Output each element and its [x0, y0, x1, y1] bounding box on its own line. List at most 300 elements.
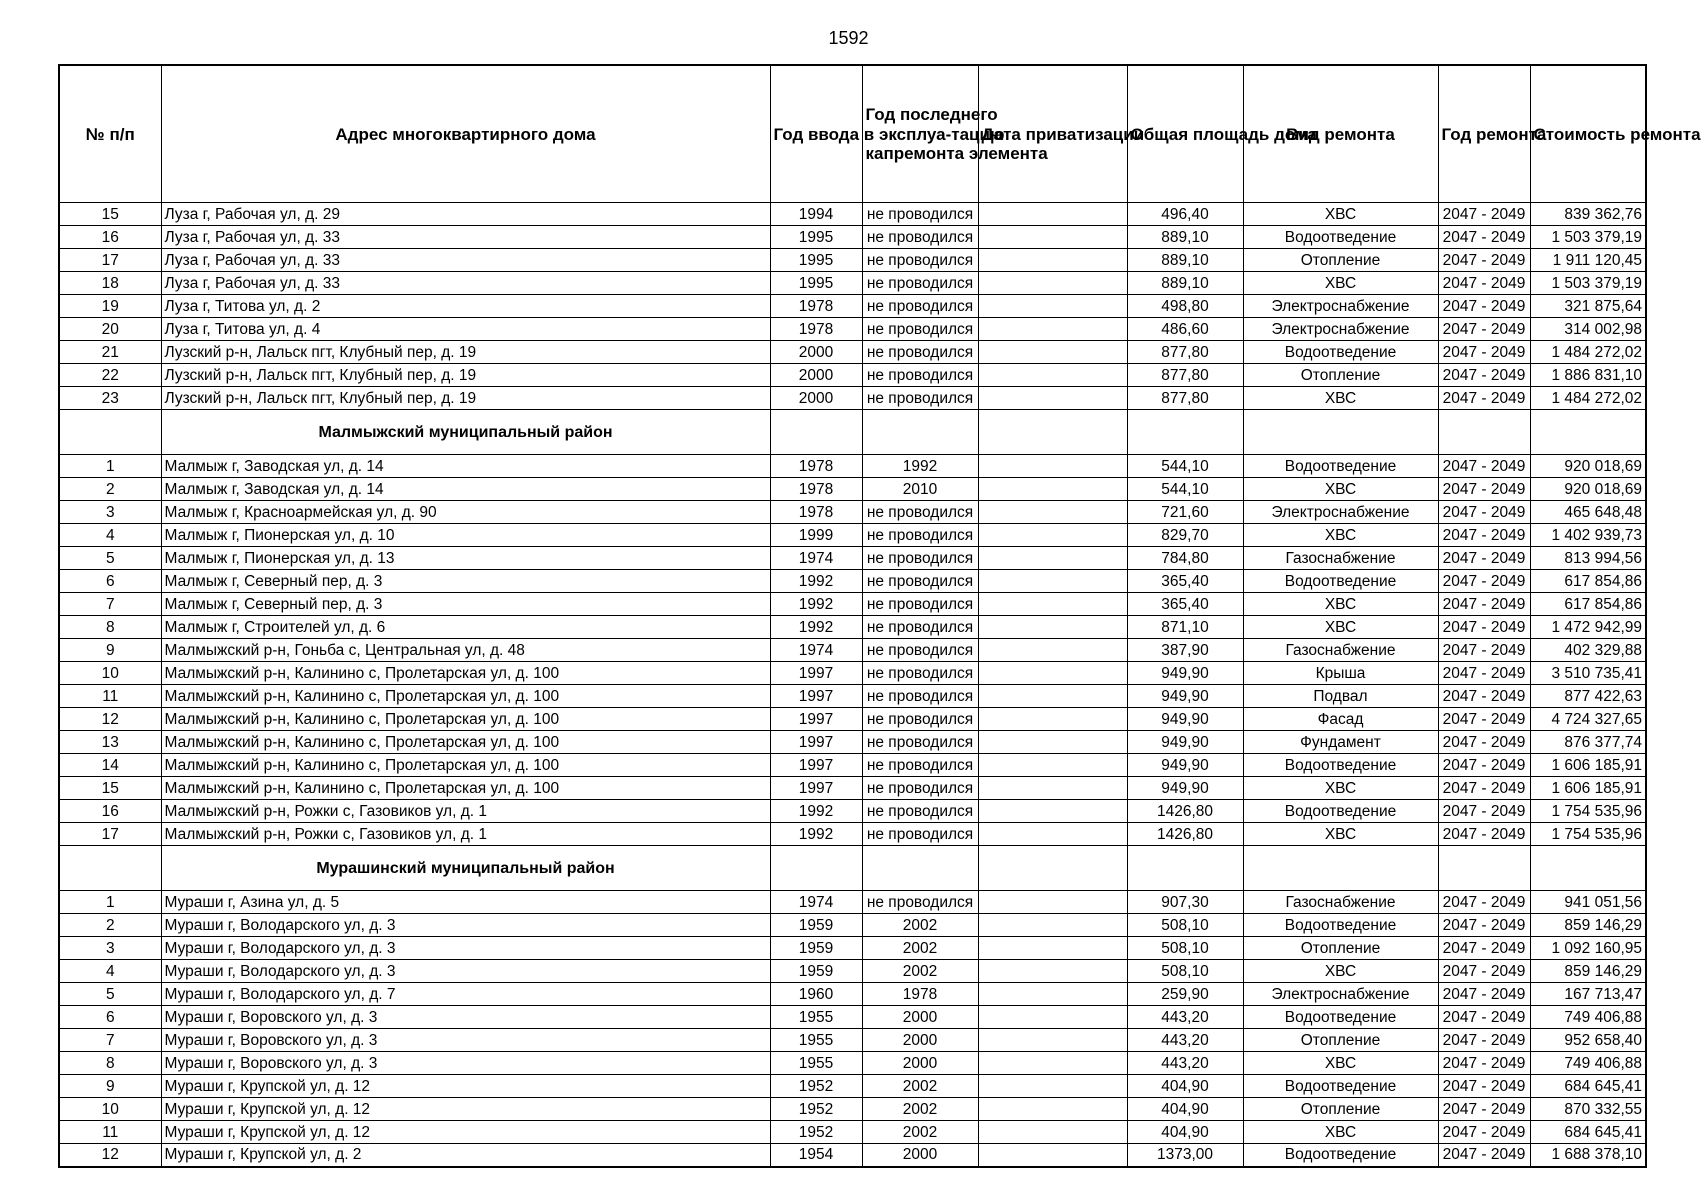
section-empty-cell	[1438, 846, 1530, 891]
cell-year-built: 1959	[770, 937, 862, 960]
cell-num: 15	[59, 203, 161, 226]
cell-last-repair: не проводился	[862, 662, 978, 685]
cell-repair-type: Водоотведение	[1243, 455, 1438, 478]
table-body	[59, 203, 1646, 1167]
cell-repair-year: 2047 - 2049	[1438, 823, 1530, 846]
cell-repair-year: 2047 - 2049	[1438, 364, 1530, 387]
cell-num: 19	[59, 295, 161, 318]
cell-last-repair: 2002	[862, 914, 978, 937]
cell-year-built: 1992	[770, 823, 862, 846]
cell-repair-year: 2047 - 2049	[1438, 891, 1530, 914]
table-row	[59, 639, 1646, 662]
cell-address: Малмыжский р-н, Калинино с, Пролетарская ул, д. 100	[161, 662, 770, 685]
header-area: Общая площадь дома	[1127, 65, 1243, 203]
cell-area: 443,20	[1127, 1006, 1243, 1029]
cell-privatization	[978, 524, 1127, 547]
cell-area: 829,70	[1127, 524, 1243, 547]
cell-repair-year: 2047 - 2049	[1438, 1144, 1530, 1167]
table-row	[59, 547, 1646, 570]
cell-area: 949,90	[1127, 662, 1243, 685]
cell-address: Луза г, Рабочая ул, д. 29	[161, 203, 770, 226]
cell-last-repair: не проводился	[862, 364, 978, 387]
section-empty-cell	[1438, 410, 1530, 455]
cell-address: Мураши г, Воровского ул, д. 3	[161, 1029, 770, 1052]
cell-num: 16	[59, 226, 161, 249]
cell-privatization	[978, 1052, 1127, 1075]
cell-last-repair: не проводился	[862, 708, 978, 731]
cell-repair-type: Электроснабжение	[1243, 501, 1438, 524]
header-privatization: Дата приватизации	[978, 65, 1127, 203]
cell-year-built: 2000	[770, 387, 862, 410]
section-empty-cell	[862, 846, 978, 891]
cell-year-built: 1959	[770, 960, 862, 983]
table-row	[59, 754, 1646, 777]
cell-address: Малмыж г, Строителей ул, д. 6	[161, 616, 770, 639]
cell-privatization	[978, 1075, 1127, 1098]
cell-area: 508,10	[1127, 914, 1243, 937]
cell-area: 877,80	[1127, 387, 1243, 410]
cell-repair-year: 2047 - 2049	[1438, 226, 1530, 249]
section-empty-cell	[978, 410, 1127, 455]
cell-cost: 167 713,47	[1530, 983, 1646, 1006]
cell-cost: 617 854,86	[1530, 593, 1646, 616]
cell-address: Лузский р-н, Лальск пгт, Клубный пер, д. 19	[161, 341, 770, 364]
table-row	[59, 823, 1646, 846]
cell-year-built: 1995	[770, 249, 862, 272]
table-row	[59, 1098, 1646, 1121]
cell-privatization	[978, 272, 1127, 295]
cell-last-repair: не проводился	[862, 823, 978, 846]
section-row	[59, 410, 1646, 455]
table-row	[59, 685, 1646, 708]
section-empty-cell	[59, 846, 161, 891]
cell-year-built: 1978	[770, 501, 862, 524]
cell-year-built: 1955	[770, 1006, 862, 1029]
cell-repair-type: Газоснабжение	[1243, 891, 1438, 914]
cell-num: 11	[59, 1121, 161, 1144]
cell-privatization	[978, 341, 1127, 364]
section-empty-cell	[1127, 410, 1243, 455]
cell-repair-year: 2047 - 2049	[1438, 501, 1530, 524]
cell-cost: 941 051,56	[1530, 891, 1646, 914]
table-row	[59, 731, 1646, 754]
cell-num: 8	[59, 616, 161, 639]
cell-privatization	[978, 318, 1127, 341]
table-row	[59, 1052, 1646, 1075]
cell-privatization	[978, 364, 1127, 387]
cell-repair-type: Электроснабжение	[1243, 318, 1438, 341]
cell-repair-type: ХВС	[1243, 478, 1438, 501]
section-empty-cell	[1243, 410, 1438, 455]
cell-repair-year: 2047 - 2049	[1438, 662, 1530, 685]
cell-year-built: 2000	[770, 364, 862, 387]
cell-last-repair: не проводился	[862, 593, 978, 616]
cell-repair-type: Отопление	[1243, 937, 1438, 960]
cell-last-repair: 2000	[862, 1006, 978, 1029]
cell-last-repair: 2000	[862, 1144, 978, 1167]
cell-last-repair: 2002	[862, 1098, 978, 1121]
cell-repair-year: 2047 - 2049	[1438, 1098, 1530, 1121]
cell-year-built: 1952	[770, 1075, 862, 1098]
cell-address: Лузский р-н, Лальск пгт, Клубный пер, д. 19	[161, 387, 770, 410]
cell-address: Мураши г, Володарского ул, д. 3	[161, 937, 770, 960]
table-row	[59, 800, 1646, 823]
cell-cost: 952 658,40	[1530, 1029, 1646, 1052]
cell-privatization	[978, 708, 1127, 731]
cell-repair-type: Водоотведение	[1243, 226, 1438, 249]
cell-num: 2	[59, 478, 161, 501]
cell-address: Малмыж г, Пионерская ул, д. 13	[161, 547, 770, 570]
cell-area: 1373,00	[1127, 1144, 1243, 1167]
cell-year-built: 1955	[770, 1052, 862, 1075]
cell-address: Мураши г, Азина ул, д. 5	[161, 891, 770, 914]
cell-address: Малмыжский р-н, Калинино с, Пролетарская ул, д. 100	[161, 754, 770, 777]
cell-last-repair: 2010	[862, 478, 978, 501]
cell-cost: 4 724 327,65	[1530, 708, 1646, 731]
cell-last-repair: не проводился	[862, 318, 978, 341]
cell-num: 17	[59, 823, 161, 846]
cell-area: 365,40	[1127, 593, 1243, 616]
cell-privatization	[978, 226, 1127, 249]
table-row	[59, 387, 1646, 410]
cell-address: Луза г, Рабочая ул, д. 33	[161, 272, 770, 295]
cell-last-repair: не проводился	[862, 731, 978, 754]
cell-privatization	[978, 914, 1127, 937]
header-last-repair-line1: Год последнего	[865, 105, 998, 124]
cell-area: 387,90	[1127, 639, 1243, 662]
table-row	[59, 937, 1646, 960]
cell-privatization	[978, 249, 1127, 272]
cell-repair-type: Крыша	[1243, 662, 1438, 685]
cell-last-repair: 2002	[862, 937, 978, 960]
cell-repair-year: 2047 - 2049	[1438, 547, 1530, 570]
cell-privatization	[978, 616, 1127, 639]
cell-last-repair: не проводился	[862, 754, 978, 777]
cell-num: 3	[59, 501, 161, 524]
cell-cost: 749 406,88	[1530, 1006, 1646, 1029]
cell-cost: 1 484 272,02	[1530, 387, 1646, 410]
cell-area: 949,90	[1127, 777, 1243, 800]
cell-year-built: 1997	[770, 708, 862, 731]
cell-area: 498,80	[1127, 295, 1243, 318]
cell-year-built: 1992	[770, 593, 862, 616]
cell-year-built: 1974	[770, 547, 862, 570]
cell-area: 486,60	[1127, 318, 1243, 341]
cell-privatization	[978, 731, 1127, 754]
cell-cost: 1 092 160,95	[1530, 937, 1646, 960]
cell-address: Малмыж г, Красноармейская ул, д. 90	[161, 501, 770, 524]
cell-last-repair: не проводился	[862, 800, 978, 823]
cell-cost: 1 688 378,10	[1530, 1144, 1646, 1167]
cell-repair-type: Газоснабжение	[1243, 547, 1438, 570]
cell-year-built: 1999	[770, 524, 862, 547]
cell-year-built: 1997	[770, 754, 862, 777]
cell-year-built: 1995	[770, 226, 862, 249]
table-row	[59, 501, 1646, 524]
cell-repair-year: 2047 - 2049	[1438, 1075, 1530, 1098]
table-row	[59, 1075, 1646, 1098]
cell-repair-type: ХВС	[1243, 387, 1438, 410]
cell-address: Малмыжский р-н, Калинино с, Пролетарская ул, д. 100	[161, 731, 770, 754]
cell-address: Малмыж г, Заводская ул, д. 14	[161, 455, 770, 478]
cell-num: 10	[59, 1098, 161, 1121]
cell-address: Малмыжский р-н, Калинино с, Пролетарская ул, д. 100	[161, 777, 770, 800]
cell-last-repair: не проводился	[862, 249, 978, 272]
cell-area: 889,10	[1127, 272, 1243, 295]
cell-repair-type: Фундамент	[1243, 731, 1438, 754]
cell-repair-type: ХВС	[1243, 524, 1438, 547]
cell-num: 18	[59, 272, 161, 295]
cell-num: 14	[59, 754, 161, 777]
page-number: 1592	[828, 28, 869, 48]
section-row	[59, 846, 1646, 891]
table-row	[59, 708, 1646, 731]
section-empty-cell	[1243, 846, 1438, 891]
cell-privatization	[978, 937, 1127, 960]
section-empty-cell	[1530, 846, 1646, 891]
cell-repair-year: 2047 - 2049	[1438, 983, 1530, 1006]
cell-privatization	[978, 593, 1127, 616]
cell-repair-year: 2047 - 2049	[1438, 478, 1530, 501]
cell-year-built: 1952	[770, 1121, 862, 1144]
cell-cost: 1 484 272,02	[1530, 341, 1646, 364]
cell-repair-year: 2047 - 2049	[1438, 295, 1530, 318]
cell-last-repair: 1992	[862, 455, 978, 478]
cell-num: 8	[59, 1052, 161, 1075]
cell-cost: 859 146,29	[1530, 960, 1646, 983]
cell-address: Мураши г, Крупской ул, д. 2	[161, 1144, 770, 1167]
cell-num: 17	[59, 249, 161, 272]
cell-year-built: 2000	[770, 341, 862, 364]
cell-year-built: 1978	[770, 455, 862, 478]
cell-last-repair: не проводился	[862, 777, 978, 800]
cell-year-built: 1997	[770, 731, 862, 754]
cell-repair-year: 2047 - 2049	[1438, 341, 1530, 364]
cell-year-built: 1992	[770, 570, 862, 593]
cell-last-repair: не проводился	[862, 616, 978, 639]
cell-repair-type: Фасад	[1243, 708, 1438, 731]
cell-year-built: 1952	[770, 1098, 862, 1121]
table-row	[59, 983, 1646, 1006]
cell-repair-year: 2047 - 2049	[1438, 800, 1530, 823]
table-row	[59, 616, 1646, 639]
cell-repair-year: 2047 - 2049	[1438, 685, 1530, 708]
cell-num: 6	[59, 1006, 161, 1029]
cell-cost: 1 754 535,96	[1530, 823, 1646, 846]
cell-area: 365,40	[1127, 570, 1243, 593]
cell-num: 6	[59, 570, 161, 593]
table-row	[59, 914, 1646, 937]
table-row	[59, 593, 1646, 616]
cell-repair-type: ХВС	[1243, 593, 1438, 616]
table-row	[59, 364, 1646, 387]
cell-address: Мураши г, Воровского ул, д. 3	[161, 1006, 770, 1029]
cell-area: 404,90	[1127, 1098, 1243, 1121]
cell-cost: 314 002,98	[1530, 318, 1646, 341]
cell-privatization	[978, 501, 1127, 524]
cell-year-built: 1954	[770, 1144, 862, 1167]
table-row	[59, 1144, 1646, 1167]
cell-area: 877,80	[1127, 364, 1243, 387]
cell-repair-type: ХВС	[1243, 777, 1438, 800]
cell-privatization	[978, 983, 1127, 1006]
section-empty-cell	[770, 846, 862, 891]
cell-repair-type: Электроснабжение	[1243, 295, 1438, 318]
cell-year-built: 1997	[770, 777, 862, 800]
cell-num: 5	[59, 983, 161, 1006]
cell-repair-year: 2047 - 2049	[1438, 272, 1530, 295]
cell-address: Луза г, Титова ул, д. 4	[161, 318, 770, 341]
cell-repair-year: 2047 - 2049	[1438, 593, 1530, 616]
cell-cost: 1 606 185,91	[1530, 777, 1646, 800]
cell-area: 784,80	[1127, 547, 1243, 570]
cell-area: 1426,80	[1127, 800, 1243, 823]
cell-area: 508,10	[1127, 960, 1243, 983]
cell-num: 9	[59, 639, 161, 662]
cell-last-repair: не проводился	[862, 685, 978, 708]
table-row	[59, 570, 1646, 593]
cell-last-repair: 2002	[862, 1075, 978, 1098]
cell-address: Малмыжский р-н, Калинино с, Пролетарская ул, д. 100	[161, 685, 770, 708]
cell-num: 22	[59, 364, 161, 387]
cell-repair-year: 2047 - 2049	[1438, 914, 1530, 937]
cell-repair-year: 2047 - 2049	[1438, 1006, 1530, 1029]
cell-cost: 920 018,69	[1530, 478, 1646, 501]
cell-cost: 3 510 735,41	[1530, 662, 1646, 685]
cell-address: Мураши г, Крупской ул, д. 12	[161, 1098, 770, 1121]
cell-cost: 617 854,86	[1530, 570, 1646, 593]
cell-repair-year: 2047 - 2049	[1438, 708, 1530, 731]
cell-repair-type: Отопление	[1243, 249, 1438, 272]
cell-repair-year: 2047 - 2049	[1438, 616, 1530, 639]
cell-cost: 1 503 379,19	[1530, 272, 1646, 295]
cell-last-repair: 2002	[862, 1121, 978, 1144]
cell-area: 907,30	[1127, 891, 1243, 914]
cell-num: 2	[59, 914, 161, 937]
cell-cost: 1 911 120,45	[1530, 249, 1646, 272]
cell-cost: 321 875,64	[1530, 295, 1646, 318]
cell-address: Мураши г, Крупской ул, д. 12	[161, 1121, 770, 1144]
cell-last-repair: 2000	[862, 1052, 978, 1075]
cell-repair-type: Отопление	[1243, 364, 1438, 387]
table-row	[59, 662, 1646, 685]
cell-cost: 1 503 379,19	[1530, 226, 1646, 249]
cell-privatization	[978, 754, 1127, 777]
cell-privatization	[978, 387, 1127, 410]
cell-repair-year: 2047 - 2049	[1438, 570, 1530, 593]
cell-cost: 839 362,76	[1530, 203, 1646, 226]
cell-privatization	[978, 777, 1127, 800]
cell-privatization	[978, 1029, 1127, 1052]
cell-num: 13	[59, 731, 161, 754]
cell-year-built: 1978	[770, 295, 862, 318]
cell-repair-type: Отопление	[1243, 1029, 1438, 1052]
cell-address: Луза г, Титова ул, д. 2	[161, 295, 770, 318]
header-repair-type: Вид ремонта	[1243, 65, 1438, 203]
cell-area: 404,90	[1127, 1075, 1243, 1098]
cell-repair-type: Подвал	[1243, 685, 1438, 708]
cell-num: 21	[59, 341, 161, 364]
cell-last-repair: не проводился	[862, 341, 978, 364]
cell-repair-year: 2047 - 2049	[1438, 937, 1530, 960]
table-row	[59, 777, 1646, 800]
header-year-built: Год ввода в эксплуа-тацию	[770, 65, 862, 203]
cell-privatization	[978, 1098, 1127, 1121]
cell-num: 5	[59, 547, 161, 570]
table-row	[59, 891, 1646, 914]
cell-address: Луза г, Рабочая ул, д. 33	[161, 226, 770, 249]
cell-num: 9	[59, 1075, 161, 1098]
table-row	[59, 455, 1646, 478]
cell-cost: 465 648,48	[1530, 501, 1646, 524]
cell-area: 889,10	[1127, 249, 1243, 272]
cell-year-built: 1978	[770, 318, 862, 341]
cell-address: Малмыж г, Северный пер, д. 3	[161, 570, 770, 593]
cell-year-built: 1974	[770, 639, 862, 662]
cell-year-built: 1994	[770, 203, 862, 226]
cell-privatization	[978, 455, 1127, 478]
cell-last-repair: не проводился	[862, 295, 978, 318]
cell-area: 508,10	[1127, 937, 1243, 960]
cell-cost: 1 754 535,96	[1530, 800, 1646, 823]
section-title: Мурашинский муниципальный район	[161, 846, 770, 891]
cell-privatization	[978, 662, 1127, 685]
cell-num: 4	[59, 960, 161, 983]
section-title: Малмыжский муниципальный район	[161, 410, 770, 455]
cell-repair-type: ХВС	[1243, 823, 1438, 846]
cell-address: Малмыжский р-н, Рожки с, Газовиков ул, д. 1	[161, 823, 770, 846]
table-row	[59, 226, 1646, 249]
cell-address: Малмыжский р-н, Гоньба с, Центральная ул, д. 48	[161, 639, 770, 662]
table-row	[59, 295, 1646, 318]
section-empty-cell	[59, 410, 161, 455]
cell-year-built: 1960	[770, 983, 862, 1006]
cell-area: 443,20	[1127, 1029, 1243, 1052]
header-cost: Стоимость ремонта	[1530, 65, 1646, 203]
cell-cost: 876 377,74	[1530, 731, 1646, 754]
cell-address: Мураши г, Воровского ул, д. 3	[161, 1052, 770, 1075]
cell-address: Малмыж г, Северный пер, д. 3	[161, 593, 770, 616]
cell-repair-type: Отопление	[1243, 1098, 1438, 1121]
cell-repair-year: 2047 - 2049	[1438, 524, 1530, 547]
cell-repair-year: 2047 - 2049	[1438, 1121, 1530, 1144]
cell-area: 949,90	[1127, 708, 1243, 731]
cell-year-built: 1992	[770, 616, 862, 639]
cell-repair-type: Газоснабжение	[1243, 639, 1438, 662]
cell-address: Лузский р-н, Лальск пгт, Клубный пер, д. 19	[161, 364, 770, 387]
cell-address: Луза г, Рабочая ул, д. 33	[161, 249, 770, 272]
cell-area: 949,90	[1127, 754, 1243, 777]
cell-address: Мураши г, Володарского ул, д. 3	[161, 960, 770, 983]
cell-repair-type: Водоотведение	[1243, 754, 1438, 777]
table-row	[59, 318, 1646, 341]
cell-address: Мураши г, Крупской ул, д. 12	[161, 1075, 770, 1098]
cell-privatization	[978, 547, 1127, 570]
cell-cost: 920 018,69	[1530, 455, 1646, 478]
cell-address: Мураши г, Володарского ул, д. 7	[161, 983, 770, 1006]
cell-year-built: 1992	[770, 800, 862, 823]
cell-privatization	[978, 478, 1127, 501]
cell-cost: 684 645,41	[1530, 1075, 1646, 1098]
cell-last-repair: не проводился	[862, 203, 978, 226]
cell-area: 949,90	[1127, 731, 1243, 754]
cell-last-repair: не проводился	[862, 570, 978, 593]
cell-privatization	[978, 685, 1127, 708]
cell-num: 23	[59, 387, 161, 410]
cell-repair-type: ХВС	[1243, 203, 1438, 226]
cell-area: 1426,80	[1127, 823, 1243, 846]
section-empty-cell	[770, 410, 862, 455]
